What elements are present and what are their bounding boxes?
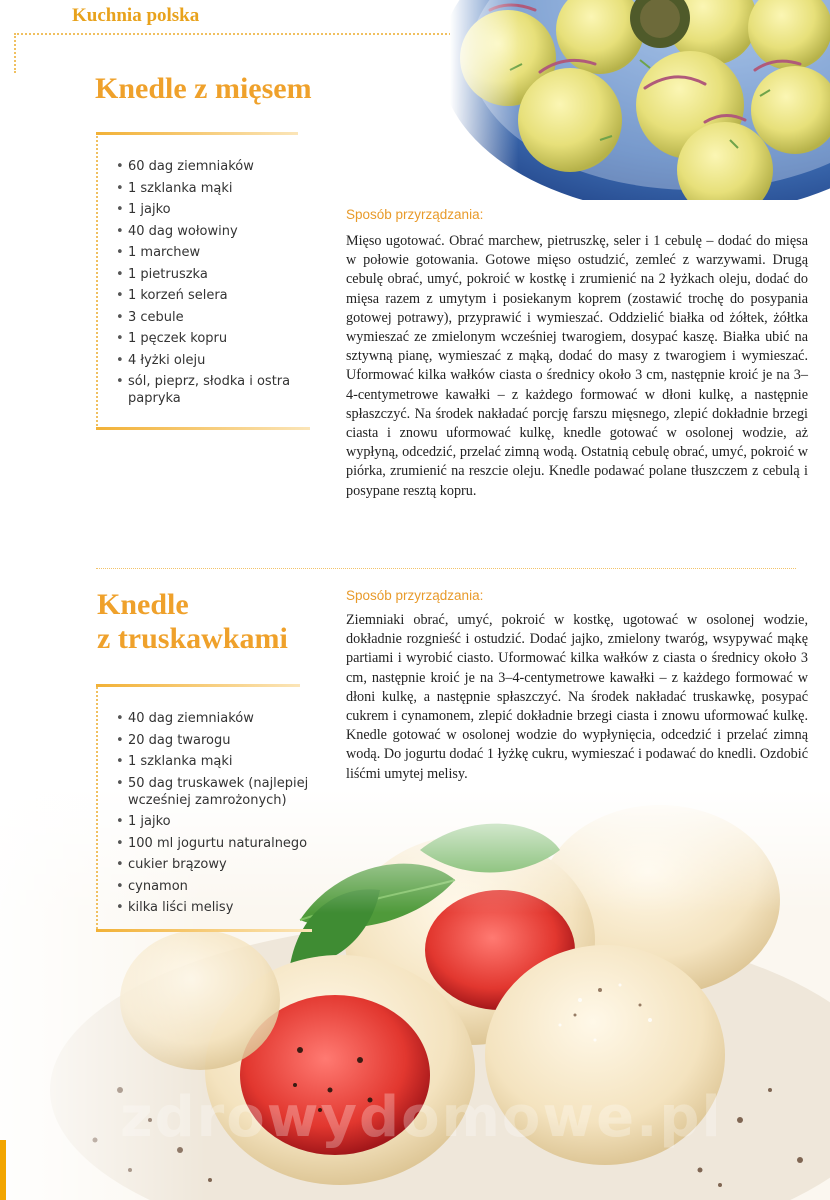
header-corner-line xyxy=(14,33,16,73)
method-heading-strawberry: Sposób przyrządzania: xyxy=(346,588,484,603)
ingredient-item: • 3 cebule xyxy=(116,309,306,326)
dumplings-plate-photo xyxy=(450,0,830,200)
ingredients-list-meat xyxy=(116,158,306,412)
ingredient-item: • 40 dag ziemniaków xyxy=(116,710,312,727)
header-divider xyxy=(14,33,494,35)
ingredient-item: • sól, pieprz, słodka i ostra papryka xyxy=(116,373,306,407)
ingredients-box-strawberry xyxy=(96,684,318,932)
box-bottom-bar xyxy=(96,929,312,932)
page-header xyxy=(0,0,520,34)
recipe-title-strawberry xyxy=(97,588,288,656)
page-edge-marker xyxy=(0,1140,6,1200)
ingredient-item: • 60 dag ziemniaków xyxy=(116,158,306,175)
ingredient-item: • 1 jajko xyxy=(116,813,312,830)
ingredient-item: • 1 pęczek kopru xyxy=(116,330,306,347)
ingredient-item: • kilka liści melisy xyxy=(116,899,312,916)
ingredients-box-meat xyxy=(96,132,316,430)
ingredient-item: • 40 dag wołowiny xyxy=(116,223,306,240)
box-top-bar xyxy=(96,132,298,135)
ingredient-item: • cynamon xyxy=(116,878,312,895)
section-title: Kuchnia polska xyxy=(72,5,200,26)
method-text-meat: Mięso ugotować. Obrać marchew, pietruszkę, seler i 1 cebulę – dodać do mięsa w połowie gotowania. Gotowe mięso ostudzić, zemleć z warzywami. Drugą cebulę obrać, umyć, pokroić w kostkę i zrumienić na 2 łyżkach oleju, dodać do mięsa razem z umytym i posiekanym koprem (zostawić trochę do posypania gotowej potrawy), przyprawić i wymieszać. Oddzielić białka od żółtek, żółtka wymieszać ze zmielonym wcześniej twarogiem, dosypać kaszę. Białka ubić na sztywną pianę, wymieszać z mąką, dodać do masy z twarogiem i wymieszać. Uformować kilka wałków ciasta o średnicy około 3 cm, następnie kroić je na 3–4-centymetrowe kawałki – z każdego formować w dłoni kulkę, a następnie spłaszczyć. Na środek nakładać porcję farszu mięsnego, zlepić dokładnie brzegi ciasta i znowu uformować kulkę, knedle gotować w osolonej wodzie, aż wypłyną, odcedzić, przelać zimną wodą. Ostatnią cebulę obrać, umyć, pokroić w piórka, zrumienić na reszcie oleju. Knedle podawać polane tłuszczem z cebulą i posypane resztą kopru. xyxy=(346,233,808,499)
ingredient-item: • 1 pietruszka xyxy=(116,266,306,283)
ingredient-item: • 20 dag twarogu xyxy=(116,732,312,749)
ingredient-item: • 1 jajko xyxy=(116,201,306,218)
recipe-divider xyxy=(96,568,796,569)
ingredient-item: • 1 korzeń selera xyxy=(116,287,306,304)
method-text-strawberry: Ziemniaki obrać, umyć, pokroić w kostkę, ugotować w osolonej wodzie, dokładnie rozgnieść i ostudzić. Dodać jajko, zmielony twaróg, wsypywać mąkę partiami i wyrobić ciasto. Uformować kilka wałków z ciasta o średnicy około 3 cm, następnie kroić je na 3–4-centymetrowe kawałki – z każdego formować w dłoni kulkę, a następnie spłaszczyć. Na środek nakładać truskawkę, posypać cukrem i cynamonem, zlepić dokładnie brzegi ciasta i znowu uformować kulkę. Knedle gotować w osolonej wodzie do wypłynięcia, odcedzić i przelać zimną wodą. Do jogurtu dodać 1 łyżkę cukru, wymieszać i podawać do knedli. Ozdobić liśćmi umytej melisy. xyxy=(346,612,808,782)
recipe-title-line1: Knedle xyxy=(97,588,189,621)
ingredient-item: • 100 ml jogurtu naturalnego xyxy=(116,835,312,852)
box-top-bar xyxy=(96,684,300,687)
ingredient-item: • 1 szklanka mąki xyxy=(116,180,306,197)
method-heading-meat: Sposób przyrządzania: xyxy=(346,207,484,222)
recipe-title-line2: z truskawkami xyxy=(97,622,288,655)
ingredient-item: • 4 łyżki oleju xyxy=(116,352,306,369)
recipe-title-meat: Knedle z mięsem xyxy=(95,72,312,105)
ingredients-list-strawberry xyxy=(116,710,312,921)
box-bottom-bar xyxy=(96,427,310,430)
ingredient-item: • 50 dag truskawek (najlepiej wcześniej zamrożonych) xyxy=(116,775,312,809)
watermark-text: zdrowydomowe.pl xyxy=(120,1085,723,1150)
ingredient-item: • 1 szklanka mąki xyxy=(116,753,312,770)
ingredient-item: • cukier brązowy xyxy=(116,856,312,873)
ingredient-item: • 1 marchew xyxy=(116,244,306,261)
